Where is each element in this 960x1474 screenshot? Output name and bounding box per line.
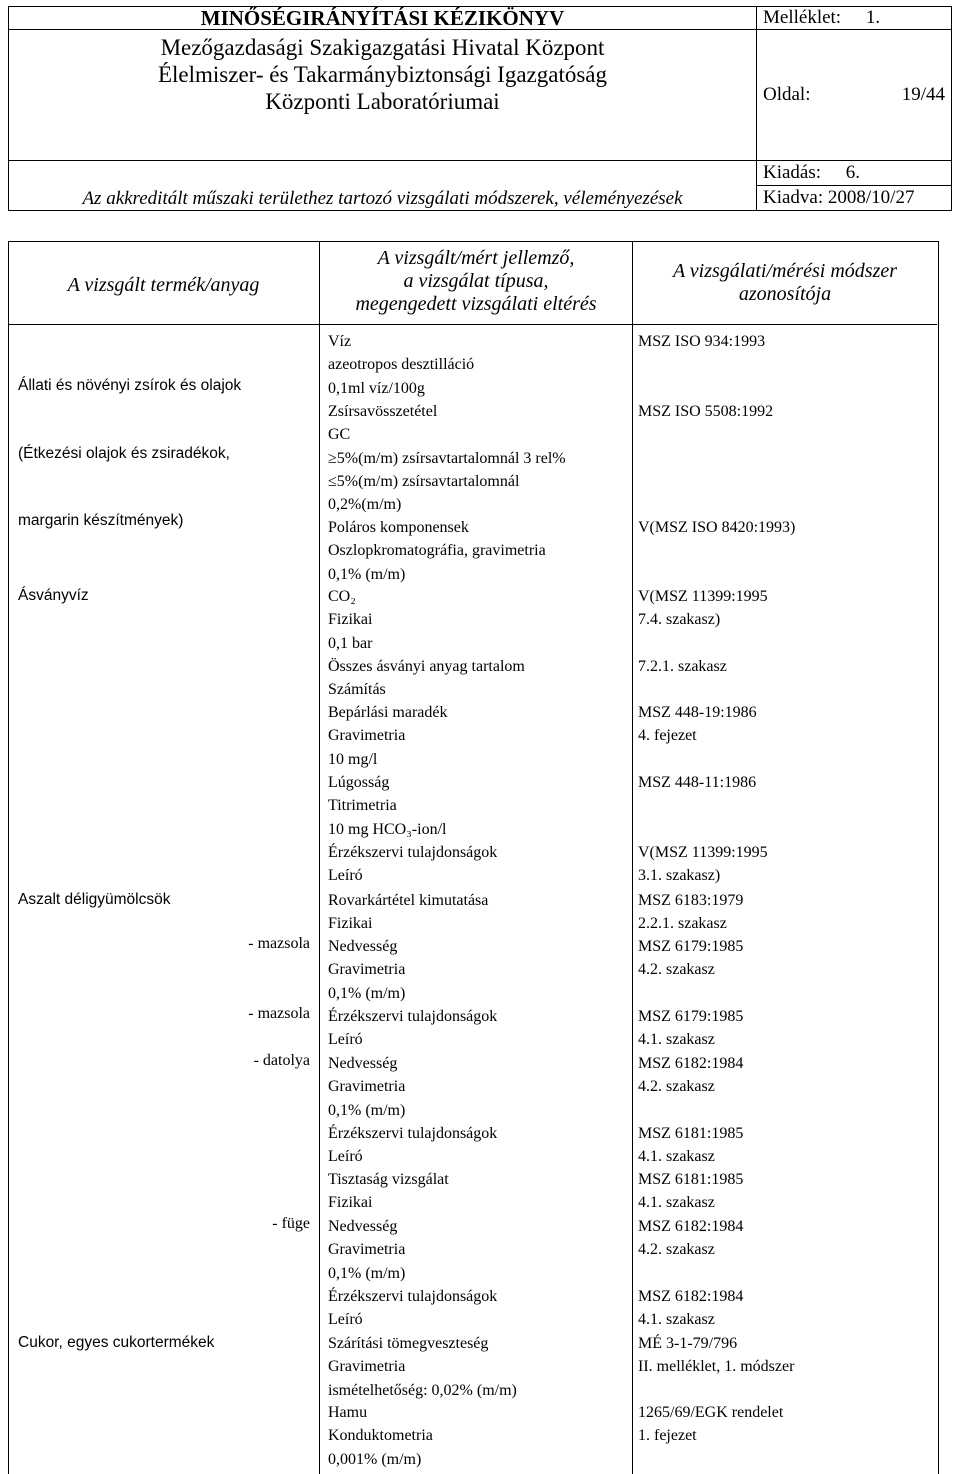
characteristic-line: Tisztaság vizsgálat xyxy=(328,1171,449,1188)
method-line: MSZ 6179:1985 xyxy=(638,938,744,955)
characteristic-line: Konduktometria xyxy=(328,1427,433,1445)
org-line-1: Mezőgazdasági Szakigazgatási Hivatal Központ xyxy=(160,35,605,60)
method-cell xyxy=(638,1168,743,1215)
characteristic-cell xyxy=(328,1168,449,1215)
method-line: 3.1. szakasz) xyxy=(638,867,721,885)
method-cell xyxy=(638,400,773,423)
method-line: 4.1. szakasz xyxy=(638,1311,715,1329)
melleklet-cell xyxy=(757,7,952,30)
characteristic-line: Érzékszervi tulajdonságok xyxy=(328,1288,498,1305)
characteristic-line: 0,1% (m/m) xyxy=(328,984,406,1002)
org-line-3: Központi Laboratóriumai xyxy=(265,89,500,114)
col-divider-2 xyxy=(632,241,633,1474)
characteristic-line: Hamu xyxy=(328,1404,368,1421)
kiadas-cell xyxy=(757,161,952,186)
characteristic-cell xyxy=(328,1401,433,1471)
characteristic-line: 0,1ml víz/100g xyxy=(328,379,425,397)
col2-header-line1: A vizsgált/mért jellemző, xyxy=(377,247,575,269)
characteristic-line: Oszlopkromatográfia, gravimetria xyxy=(328,542,546,560)
characteristic-line: Fizikai xyxy=(328,611,373,629)
characteristic-line: Fizikai xyxy=(328,1194,373,1212)
characteristic-line: Gravimetria xyxy=(328,727,406,745)
characteristic-line: 0,1% (m/m) xyxy=(328,1101,406,1119)
col2-header-line3: megengedett vizsgálati eltérés xyxy=(355,293,597,315)
method-line: MSZ ISO 934:1993 xyxy=(638,333,766,350)
col3-header-line2: azonosítója xyxy=(738,283,832,305)
kiadva-cell: Kiadva: 2008/10/27 xyxy=(757,186,952,211)
characteristic-line: Érzékszervi tulajdonságok xyxy=(328,844,498,861)
method-line: 2.2.1. szakasz xyxy=(638,915,727,933)
characteristic-line: Leíró xyxy=(328,867,363,885)
method-cell xyxy=(638,516,795,539)
oldal-cell xyxy=(757,30,952,161)
characteristic-line: 10 mg HCO₃-ion/l xyxy=(328,820,447,838)
method-line: 4.2. szakasz xyxy=(638,961,715,979)
subitem-datolya: - datolya xyxy=(253,1052,310,1069)
method-line: 1265/69/EGK rendelet xyxy=(638,1404,784,1421)
method-cell xyxy=(638,655,727,678)
method-line: MSZ 448-19:1986 xyxy=(638,704,757,721)
method-line: 7.4. szakasz) xyxy=(638,611,721,629)
method-cell xyxy=(638,330,765,353)
header-divider xyxy=(8,324,937,325)
method-cell xyxy=(638,935,743,982)
col3-header-line1: A vizsgálati/mérési módszer xyxy=(672,260,898,282)
characteristic-cell xyxy=(328,585,372,655)
organization-block xyxy=(9,30,757,161)
method-line: 4. fejezet xyxy=(638,727,697,745)
characteristic-line: Fizikai xyxy=(328,915,373,933)
method-line: 1. fejezet xyxy=(638,1427,697,1445)
characteristic-line: Gravimetria xyxy=(328,1078,406,1096)
org-line-2: Élelmiszer- és Takarmánybiztonsági Igazgatóság xyxy=(157,62,608,87)
characteristic-line: Nedvesség xyxy=(328,938,398,955)
method-line: 4.1. szakasz xyxy=(638,1031,715,1049)
col2-header xyxy=(320,247,632,316)
characteristic-line: CO₂ xyxy=(328,588,356,605)
characteristic-line: Érzékszervi tulajdonságok xyxy=(328,1008,498,1025)
characteristic-line: Leíró xyxy=(328,1031,363,1049)
characteristic-cell xyxy=(328,1332,517,1402)
kiadas-value: 6. xyxy=(845,162,861,183)
method-cell xyxy=(638,1052,743,1099)
method-cell xyxy=(638,771,756,794)
method-line: MSZ 6183:1979 xyxy=(638,892,744,909)
method-cell xyxy=(638,889,743,936)
characteristic-cell xyxy=(328,1052,405,1122)
method-cell xyxy=(638,1401,783,1448)
method-cell xyxy=(638,1285,743,1332)
method-line: MSZ ISO 5508:1992 xyxy=(638,403,774,420)
characteristic-line: 0,2%(m/m) xyxy=(328,496,402,514)
method-cell xyxy=(638,1215,743,1262)
characteristic-line: Zsírsavösszetétel xyxy=(328,403,438,420)
characteristic-line: 0,1% (m/m) xyxy=(328,1264,406,1282)
characteristic-cell xyxy=(328,1215,405,1285)
characteristic-line: Gravimetria xyxy=(328,1358,406,1376)
characteristic-line: Leíró xyxy=(328,1311,363,1329)
product-fats-oils xyxy=(18,330,241,578)
characteristic-line: 0,1 bar xyxy=(328,634,373,652)
subtitle-text: Az akkreditált műszaki területhez tartozó vizsgálati módszerek, véleményezések xyxy=(82,188,683,209)
characteristic-line: ismételhetőség: 0,02% (m/m) xyxy=(328,1381,517,1399)
characteristic-cell xyxy=(328,935,405,1005)
col2-header-line2: a vizsgálat típusa, xyxy=(403,270,549,292)
product-line: (Étkezési olajok és zsiradékok, xyxy=(18,444,230,462)
method-line: 4.1. szakasz xyxy=(638,1194,715,1212)
subitem-fuge: - füge xyxy=(272,1215,310,1232)
method-cell xyxy=(638,1332,794,1379)
characteristic-line: Poláros komponensek xyxy=(328,519,469,536)
method-cell xyxy=(638,1122,743,1169)
method-line: MSZ 6179:1985 xyxy=(638,1008,744,1025)
characteristic-line: 0,001% (m/m) xyxy=(328,1450,422,1468)
characteristic-cell xyxy=(328,1005,497,1052)
characteristic-line: Leíró xyxy=(328,1148,363,1166)
characteristic-cell xyxy=(328,701,448,771)
characteristic-line: 10 mg/l xyxy=(328,750,378,768)
col1-header: A vizsgált termék/anyag xyxy=(67,274,260,296)
method-cell xyxy=(638,1005,743,1052)
method-line: V(MSZ 11399:1995 xyxy=(638,588,768,605)
oldal-value: 19/44 xyxy=(901,84,945,105)
method-line: II. melléklet, 1. módszer xyxy=(638,1358,795,1376)
characteristic-line: GC xyxy=(328,426,351,444)
method-line: MSZ 6182:1984 xyxy=(638,1288,744,1305)
method-line: MSZ 6182:1984 xyxy=(638,1218,744,1235)
characteristic-line: ≤5%(m/m) zsírsavtartalomnál xyxy=(328,472,520,490)
characteristic-cell xyxy=(328,330,474,400)
product-line: Állati és növényi zsírok és olajok xyxy=(18,377,242,394)
characteristic-line: Gravimetria xyxy=(328,961,406,979)
characteristic-line: Bepárlási maradék xyxy=(328,704,448,721)
characteristic-line: Titrimetria xyxy=(328,797,397,815)
melleklet-label: Melléklet: xyxy=(763,7,842,28)
method-line: 4.2. szakasz xyxy=(638,1241,715,1259)
method-line: 7.2.1. szakasz xyxy=(638,658,727,675)
characteristic-cell xyxy=(328,655,525,702)
method-line: 4.2. szakasz xyxy=(638,1078,715,1096)
characteristic-line: azeotropos desztilláció xyxy=(328,356,475,374)
col-divider-1 xyxy=(319,241,320,1474)
kiadas-label: Kiadás: xyxy=(763,162,822,183)
method-cell xyxy=(638,585,768,632)
characteristic-line: Érzékszervi tulajdonságok xyxy=(328,1125,498,1142)
characteristic-cell xyxy=(328,771,446,841)
method-line: MSZ 6182:1984 xyxy=(638,1055,744,1072)
subitem-mazsola-1: - mazsola xyxy=(248,935,310,952)
product-sugar: Cukor, egyes cukortermékek xyxy=(18,1334,215,1351)
characteristic-line: 0,1% (m/m) xyxy=(328,565,406,583)
characteristic-cell xyxy=(328,516,546,586)
characteristic-cell xyxy=(328,1122,497,1169)
characteristic-line: Lúgosság xyxy=(328,774,390,791)
characteristic-line: Nedvesség xyxy=(328,1055,398,1072)
col3-header xyxy=(633,260,937,306)
method-line: V(MSZ ISO 8420:1993) xyxy=(638,519,796,536)
method-line: MÉ 3-1-79/796 xyxy=(638,1335,738,1352)
characteristic-line: Összes ásványi anyag tartalom xyxy=(328,658,525,675)
method-line: MSZ 448-11:1986 xyxy=(638,774,757,791)
product-line: margarin készítmények) xyxy=(18,512,184,529)
method-line: MSZ 6181:1985 xyxy=(638,1171,744,1188)
product-mineral-water: Ásványvíz xyxy=(18,587,89,604)
characteristic-line: Nedvesség xyxy=(328,1218,398,1235)
characteristic-line: Víz xyxy=(328,333,352,350)
subitem-mazsola-2: - mazsola xyxy=(248,1005,310,1022)
manual-title: MINŐSÉGIRÁNYÍTÁSI KÉZIKÖNYV xyxy=(9,7,757,30)
characteristic-line: Szárítási tömegveszteség xyxy=(328,1335,489,1352)
characteristic-cell xyxy=(328,400,566,516)
method-line: V(MSZ 11399:1995 xyxy=(638,844,768,861)
characteristic-line: Számítás xyxy=(328,681,386,699)
characteristic-cell xyxy=(328,841,497,888)
product-dried-fruits: Aszalt déligyümölcsök xyxy=(18,891,171,908)
characteristic-cell xyxy=(328,889,488,936)
characteristic-line: Rovarkártétel kimutatása xyxy=(328,892,489,909)
oldal-label: Oldal: xyxy=(763,84,811,105)
characteristic-line: Gravimetria xyxy=(328,1241,406,1259)
method-line: MSZ 6181:1985 xyxy=(638,1125,744,1142)
method-line: 4.1. szakasz xyxy=(638,1148,715,1166)
method-cell xyxy=(638,701,757,748)
method-cell xyxy=(638,841,768,888)
characteristic-cell xyxy=(328,1285,497,1332)
melleklet-value: 1. xyxy=(865,7,881,28)
accredited-subtitle xyxy=(9,161,757,211)
methods-table xyxy=(8,241,939,1474)
document-header xyxy=(8,6,952,212)
characteristic-line: ≥5%(m/m) zsírsavtartalomnál 3 rel% xyxy=(328,449,566,467)
